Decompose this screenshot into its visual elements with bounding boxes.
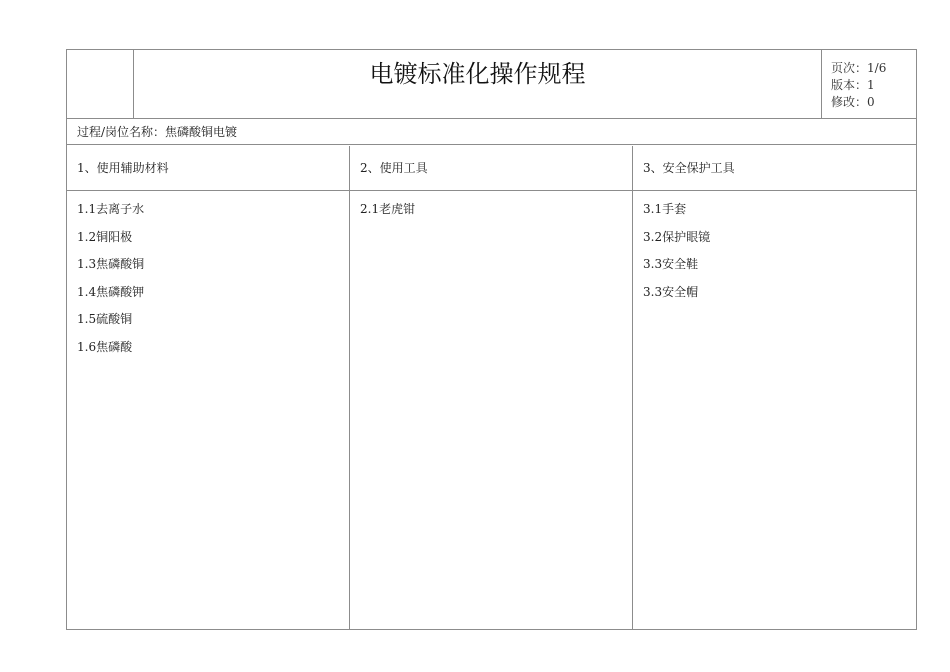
sop-form (66, 49, 917, 630)
version-number (831, 76, 875, 93)
document-title: 电镀标准化操作规程 (134, 50, 822, 118)
document-meta (822, 50, 916, 118)
list-item: 3.1手套 (643, 202, 687, 216)
logo-cell (67, 50, 134, 118)
list-item: 3.3安全帽 (643, 284, 699, 299)
materials-list (67, 191, 350, 629)
list-item: 3.2保护眼镜 (643, 229, 711, 244)
revision-value: 0 (867, 95, 875, 109)
list-item: 1.2铜阳极 (77, 229, 133, 244)
list-item: 1.1去离子水 (77, 202, 145, 216)
process-row (67, 119, 916, 145)
column-header-safety: 3、安全保护工具 (643, 161, 735, 175)
process-name: 焦磷酸铜电镀 (165, 125, 238, 139)
form-header (67, 50, 916, 119)
process-label: 过程/岗位名称： (77, 125, 166, 139)
safety-list (633, 191, 916, 629)
list-item: 1.3焦磷酸铜 (77, 257, 145, 271)
list-item: 1.6焦磷酸 (77, 339, 133, 354)
list-item: 1.5硫酸铜 (77, 312, 133, 326)
column-header-materials: 1、使用辅助材料 (67, 146, 350, 190)
column-header-tools: 2、使用工具 (350, 146, 633, 190)
revision-number (831, 93, 875, 110)
page-value: 1/6 (867, 61, 887, 75)
page-number (831, 59, 886, 76)
column-headers (67, 146, 916, 191)
revision-label: 修改： (831, 95, 868, 109)
list-item: 2.1老虎钳 (360, 202, 416, 216)
page-label: 页次： (831, 61, 868, 75)
list-item: 3.3安全鞋 (643, 257, 699, 271)
version-value: 1 (867, 78, 875, 92)
list-item: 1.4焦磷酸钾 (77, 284, 145, 299)
tools-list (350, 191, 633, 629)
version-label: 版本： (831, 78, 868, 92)
